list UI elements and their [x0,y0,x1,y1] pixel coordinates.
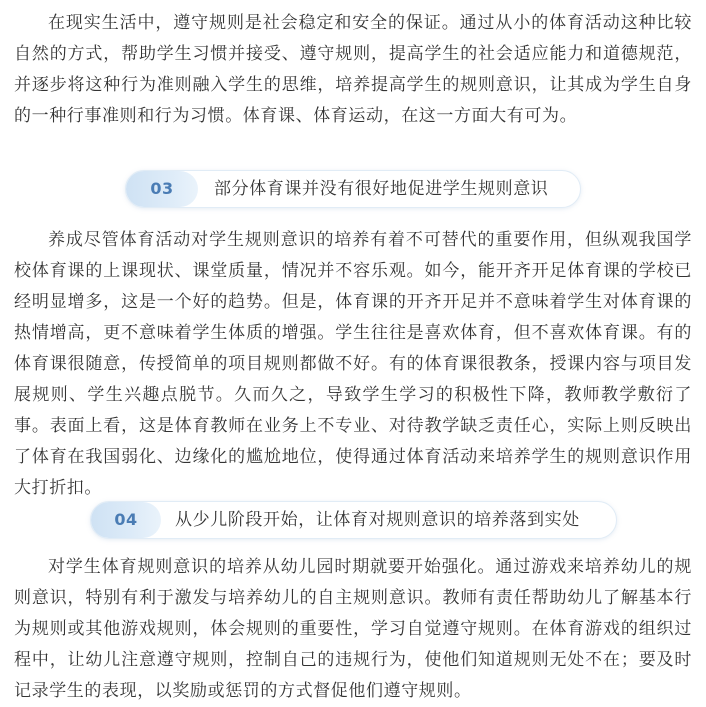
paragraph-intro: 在现实生活中，遵守规则是社会稳定和安全的保证。通过从小的体育活动这种比较自然的方式，帮助学生习惯并接受、遵守规则，提高学生的社会适应能力和道德规范，并逐步将这种行为准则融入学生的思维，培养提高学生的规则意识，让其成为学生自身的一种行事准则和行为习惯。体育课、体育运动，在这一方面大有可为。 [14,13,692,126]
paragraph-section-04: 对学生体育规则意识的培养从幼儿园时期就要开始强化。通过游戏来培养幼儿的规则意识，特别有利于激发与培养幼儿的自主规则意识。教师有责任帮助幼儿了解基本行为规则或其他游戏规则，体会规则的重要性，学习自觉遵守规则。在体育游戏的组织过程中，让幼儿注意遵守规则，控制自己的违规行为，使他们知道规则无处不在；要及时记录学生的表现，以奖励或惩罚的方式督促他们遵守规则。 [14,557,692,701]
section-heading-03 [125,170,581,208]
section-heading-04 [90,501,617,539]
paragraph-section-03: 养成尽管体育活动对学生规则意识的培养有着不可替代的重要作用，但纵观我国学校体育课的上课现状、课堂质量，情况并不容乐观。如今，能开齐开足体育课的学校已经明显增多，这是一个好的趋势。但是，体育课的开齐开足并不意味着学生对体育课的热情增高，更不意味着学生体质的增强。学生往往是喜欢体育，但不喜欢体育课。有的体育课很随意，传授简单的项目规则都做不好。有的体育课很教条，授课内容与项目发展规则、学生兴趣点脱节。久而久之，导致学生学习的积极性下降，教师教学敷衍了事。表面上看，这是体育教师在业务上不专业、对待教学缺乏责任心，实际上则反映出了体育在我国弱化、边缘化的尴尬地位，使得通过体育活动来培养学生的规则意识作用大打折扣。 [14,230,692,498]
section-heading-title: 部分体育课并没有很好地促进学生规则意识 [214,179,549,199]
section-heading-title: 从少儿阶段开始，让体育对规则意识的培养落到实处 [175,510,580,530]
section-number-badge: 03 [126,171,198,207]
section-number-badge: 04 [91,502,161,538]
